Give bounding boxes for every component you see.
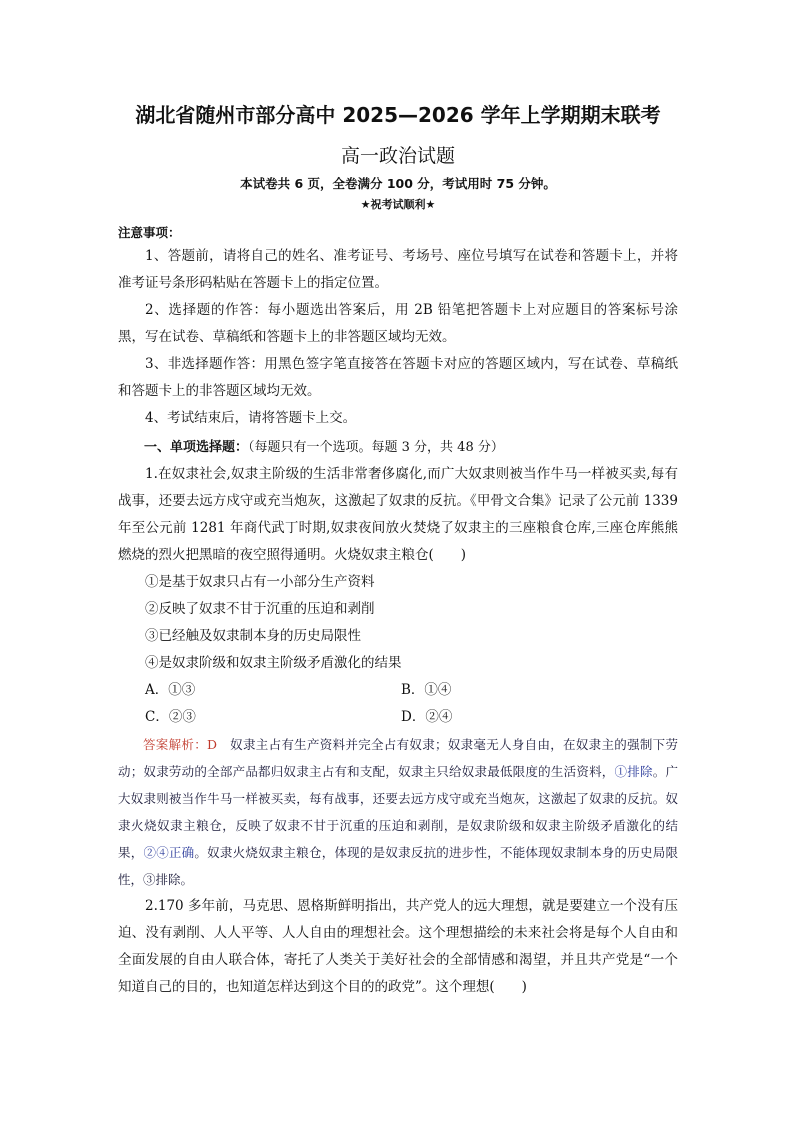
analysis-text-1: 奴隶主占有生产资料并完全占有奴隶；奴隶毫无人身自由，在奴隶主的强制下劳动；奴隶劳动的全部产品都归奴隶主占有和支配，奴隶主只给奴隶最低限度的生活资料， [118, 737, 678, 779]
note-item-4: 4、考试结束后，请将答题卡上交。 [145, 410, 357, 426]
analysis-mark-2: ②④正确 [143, 845, 195, 860]
answer-choices [118, 677, 678, 731]
exam-title: 湖北省随州市部分高中 2025—2026 学年上学期期末联考 [135, 103, 661, 127]
choice-b: B．①④ [401, 682, 452, 698]
choice-d: D．②④ [401, 709, 453, 725]
analysis-label: 答案解析：D [143, 737, 218, 752]
choice-c: C．②③ [145, 709, 196, 725]
exam-wish: ★祝考试顺利★ [360, 198, 436, 211]
question-1-analysis [118, 731, 678, 893]
note-item-1: 1、答题前，请将自己的姓名、准考证号、考场号、座位号填写在试卷和答题卡上，并将准考证号条形码粘贴在答题卡上的指定位置。 [118, 248, 678, 291]
statement-4: ④是奴隶阶级和奴隶主阶级矛盾激化的结果 [145, 655, 402, 671]
analysis-text-3: 。奴隶火烧奴隶主粮仓，体现的是奴隶反抗的进步性，不能体现奴隶制本身的历史局限性，③排除。 [118, 845, 678, 887]
statement-1: ①是基于奴隶只占有一小部分生产资料 [145, 574, 375, 590]
exam-subtitle: 高一政治试题 [340, 145, 455, 167]
question-2-stem: 2.170 多年前，马克思、恩格斯鲜明指出，共产党人的远大理想，就是要建立一个没有压迫、没有剥削、人人平等、人人自由的理想社会。这个理想描绘的未来社会将是每个人自由和全面发展的自由人联合体，寄托了人类关于美好社会的全部情感和渴望，并且共产党是“一个知道自己的目的，也知道怎样达到这个目的的政党”。这个理想( ) [118, 898, 678, 995]
section-desc: （每题只有一个选项。每题 3 分，共 48 分） [248, 440, 504, 455]
exam-meta: 本试卷共 6 页，全卷满分 100 分，考试用时 75 分钟。 [240, 176, 556, 191]
note-item-3: 3、非选择题作答：用黑色签字笔直接答在答题卡对应的答题区域内，写在试卷、草稿纸和答题卡上的非答题区域均无效。 [118, 356, 678, 399]
statement-2: ②反映了奴隶不甘于沉重的压迫和剥削 [145, 601, 375, 617]
section-heading [118, 434, 678, 461]
question-1-stem: 1.在奴隶社会,奴隶主阶级的生活非常奢侈腐化,而广大奴隶则被当作牛马一样被买卖,每有战事，还要去远方戍守或充当炮灰，这激起了奴隶的反抗。《甲骨文合集》记录了公元前 1339 年至公元前 1281 年商代武丁时期,奴隶夜间放火焚烧了奴隶主的三座粮食仓库,三座仓库熊熊燃烧的烈火把黑暗的夜空照得通明。火烧奴隶主粮仓( ) [118, 466, 678, 563]
statement-3: ③已经触及奴隶制本身的历史局限性 [145, 628, 361, 644]
exam-page [118, 100, 678, 1001]
analysis-text-2: 。广大奴隶则被当作牛马一样被买卖，每有战事，还要去远方戍守或充当炮灰，这激起了奴隶的反抗。奴隶火烧奴隶主粮仓，反映了奴隶不甘于沉重的压迫和剥削，是奴隶阶级和奴隶主阶级矛盾激化的结果， [118, 764, 678, 860]
notes-heading: 注意事项： [118, 225, 181, 240]
analysis-mark-1: ①排除 [614, 764, 653, 779]
choice-a: A．①③ [145, 682, 196, 698]
note-item-2: 2、选择题的作答：每小题选出答案后，用 2B 铅笔把答题卡上对应题目的答案标号涂黑，写在试卷、草稿纸和答题卡上的非答题区域均无效。 [118, 302, 678, 345]
section-title: 一、单项选择题： [144, 440, 249, 455]
